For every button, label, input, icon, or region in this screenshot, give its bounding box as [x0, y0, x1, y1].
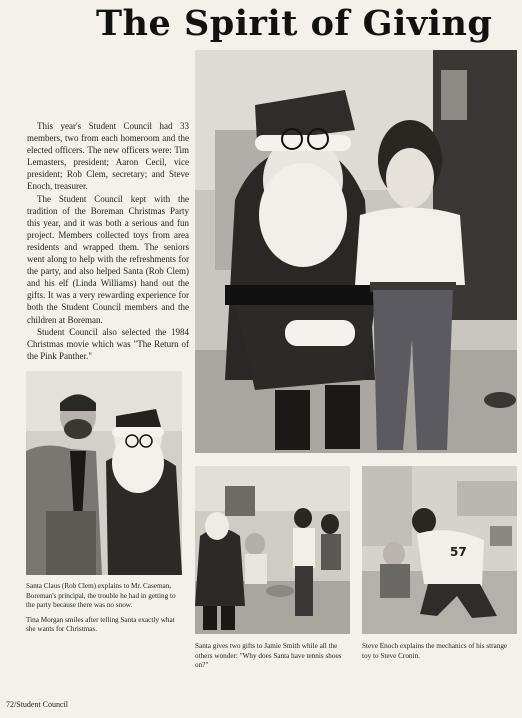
- caption-jamie-smith: Santa gives two gifts to Jamie Smith while all the others wonder: "Why does Santa have tennis shoes on?": [195, 642, 342, 670]
- photo-steve-enoch-and-cronin: [362, 466, 517, 634]
- article-text: [27, 120, 189, 362]
- caption-tina-morgan: Tina Morgan smiles after telling Santa exactly what she wants for Christmas.: [26, 615, 175, 634]
- photo-santa-and-caseman: [26, 371, 182, 575]
- captions-left: [26, 582, 186, 640]
- article-paragraph: This year's Student Council had 33 members, two from each homeroom and the elected officers. The new officers were: Tim Lemasters, president; Aaron Cecil, vice president; Rob Clem, secretary; and Steve Enoch, treasurer.: [27, 121, 189, 192]
- article-paragraph: Student Council also selected the 1984 Christmas movie which was "The Return of the Pink Panther.": [27, 326, 189, 361]
- jersey-number: 57: [450, 545, 467, 559]
- page-footer: 72/Student Council: [6, 700, 68, 709]
- caption-mr-caseman: Santa Claus (Rob Clem) explains to Mr. Caseman, Boreman's principal, the trouble he had in getting to the party because there was no snow.: [26, 582, 176, 610]
- article-paragraph: The Student Council kept with the tradition of the Boreman Christmas Party this year, and it was both a serious and fun project. Members collected toys from area residents and wrapped them. The seniors went along to help with the refreshments for the party, and also helped Santa (Rob Clem) and his elf (Linda Williams) hand out the gifts. It was a very rewarding experience for both the Student Council members and the children at Boreman.: [27, 193, 189, 325]
- photo-santa-and-jamie: [195, 466, 350, 634]
- photo-santa-and-tina: [195, 50, 517, 453]
- caption-steve-enoch: Steve Enoch explains the mechanics of his strange toy to Steve Cronin.: [362, 642, 508, 660]
- page-title: The Spirit of Giving: [96, 3, 493, 44]
